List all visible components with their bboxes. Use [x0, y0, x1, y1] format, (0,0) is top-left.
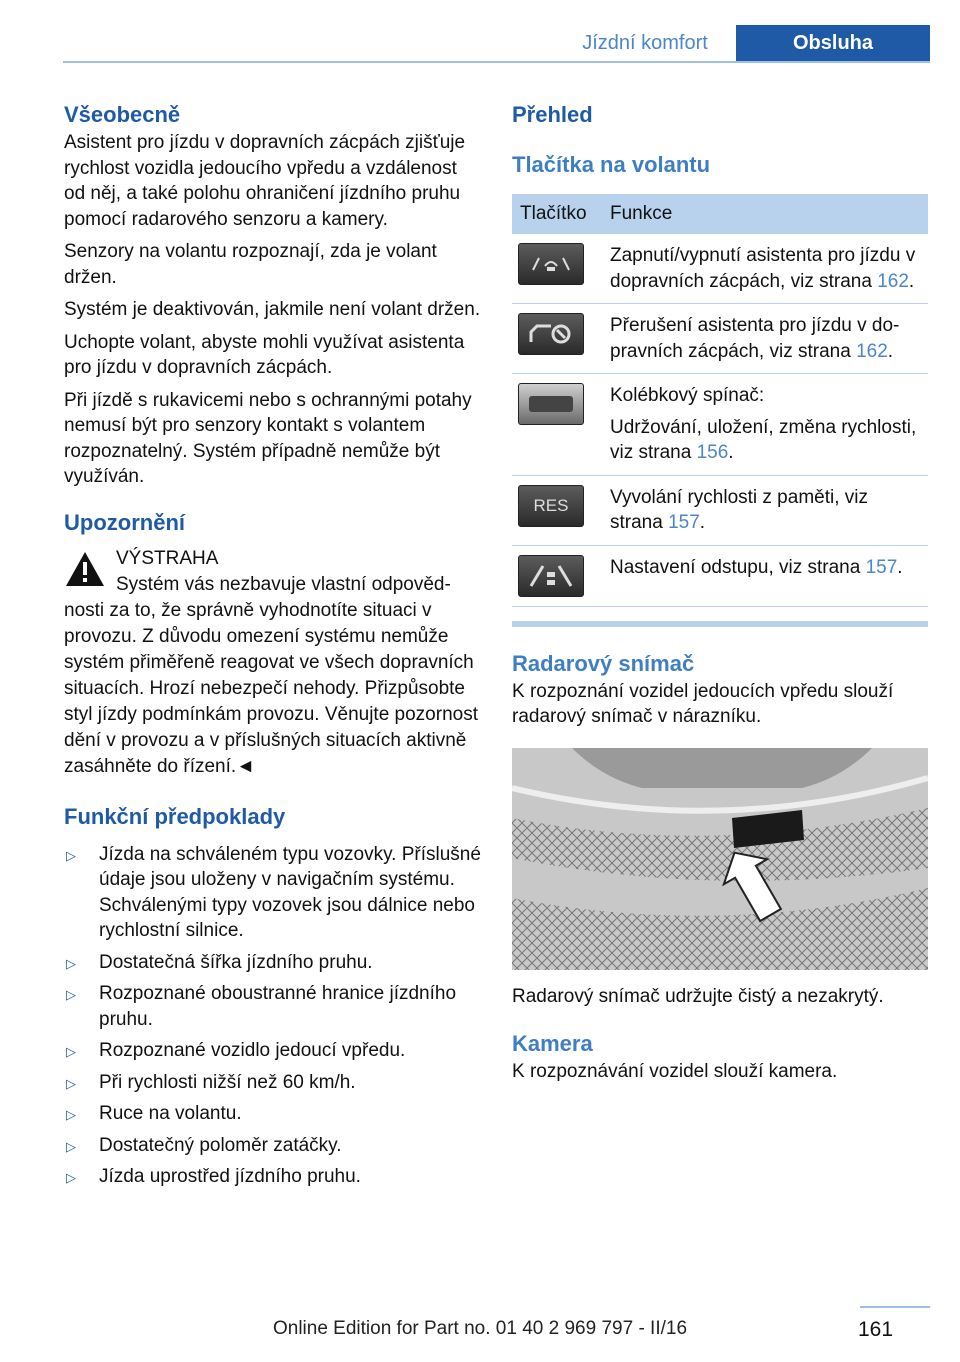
- table-row: [512, 304, 928, 374]
- bullet-icon: ▷: [66, 1138, 76, 1154]
- left-column: [64, 100, 482, 1196]
- radar-caption: Radarový snímač udržujte čistý a nezakrytý.: [512, 985, 884, 1007]
- distance-setting-icon: [518, 555, 584, 597]
- list-item: ▷ Jízda na schváleném typu vozovky. Příslušné údaje jsou uloženy v navigačním systému. Schválenými typy vozovek jsou dálnice nebo rychlostní silnice.: [66, 843, 481, 941]
- page-link[interactable]: 156: [696, 442, 729, 463]
- general-paragraph: Při jízdě s rukavicemi nebo s ochrannými potahy nemusí být pro senzory kontakt s volantem rozpoznatelný. Systém případně nemůže být využíván.: [64, 389, 472, 487]
- header-section-tab: Jízdní komfort: [582, 32, 708, 54]
- list-item: ▷ Rozpoznané vozidlo jedoucí vpředu.: [64, 1038, 482, 1064]
- bullet-icon: ▷: [66, 955, 76, 971]
- list-item: ▷ Rozpoznané oboustranné hranice jízdního pruhu.: [66, 983, 457, 1030]
- bullet-icon: ▷: [66, 847, 76, 863]
- function-cell: Nastavení odstupu, viz strana 157.: [602, 545, 928, 606]
- bullet-icon: ▷: [66, 1075, 76, 1091]
- radar-sensor-image: [512, 748, 928, 970]
- general-paragraph: Uchopte volant, abyste mohli využívat asistenta pro jízdu v dopravních zácpách.: [64, 331, 465, 378]
- prerequisites-list: [64, 842, 482, 1190]
- general-paragraph: Systém je deaktivován, jakmile není volant držen.: [64, 299, 481, 320]
- buttons-heading: Tlačítka na volantu: [512, 152, 711, 177]
- overview-heading: Přehled: [512, 102, 593, 127]
- warning-triangle-icon: [64, 550, 106, 588]
- table-bottom-rule: [512, 621, 928, 627]
- buttons-table: [512, 194, 928, 607]
- page-link[interactable]: 162: [877, 270, 909, 292]
- bullet-icon: ▷: [66, 987, 76, 1002]
- interrupt-assist-icon: [518, 313, 584, 355]
- radar-text: K rozpoznání vozidel jedoucích vpředu slouží radarový snímač v nárazníku.: [512, 680, 894, 727]
- function-cell: Zapnutí/vypnutí asistenta pro jízdu v dopravních zácpách, viz strana 162.: [602, 234, 928, 304]
- function-title: Kolébkový spínač:: [610, 385, 765, 406]
- rocker-switch-icon: [518, 383, 584, 425]
- warning-title: VÝSTRAHA: [116, 547, 219, 569]
- list-item: ▷ Jízda uprostřed jízdního pruhu.: [64, 1164, 482, 1190]
- warning-block: [64, 546, 482, 780]
- list-item: ▷ Při rychlosti nižší než 60 km/h.: [64, 1070, 482, 1096]
- header-chapter-tab: Obsluha: [736, 25, 930, 62]
- page-number-rule: [860, 1306, 930, 1308]
- table-row: [512, 475, 928, 545]
- header-divider: [63, 61, 930, 63]
- warning-text: Systém vás nezbavuje vlastní odpovědnosti za to, že správně vyhodnotíte situaci v provozu. Z důvodu omezení systému nemůže systém přiměřeně reagovat ve všech dopravních situacích. Hrozí nebezpečí nehody. Přizpůsobte styl jízdy podmínkám provozu. Věnujte pozornost dění v provozu a v příslušných situacích aktivně zasáhněte do řízení.◄: [64, 573, 478, 777]
- bullet-icon: ▷: [66, 1107, 76, 1122]
- page-link[interactable]: 162: [856, 340, 888, 362]
- table-header-row: [512, 194, 928, 234]
- general-paragraph: Senzory na volantu rozpoznají, zda je volant držen.: [64, 241, 437, 288]
- list-item: ▷ Ruce na volantu.: [64, 1101, 482, 1127]
- column-header-button: Tlačítko: [512, 194, 602, 234]
- function-cell: Přerušení asistenta pro jízdu v dopravních zácpách, viz strana 162.: [602, 304, 928, 374]
- camera-text: K rozpoznávání vozidel slouží kamera.: [512, 1061, 838, 1082]
- page-link[interactable]: 157: [865, 556, 898, 578]
- table-row: [512, 374, 928, 476]
- footer-edition: Online Edition for Part no. 01 40 2 969 797 - II/16: [272, 1318, 688, 1339]
- bullet-icon: ▷: [66, 1170, 76, 1185]
- right-column: [512, 100, 928, 1092]
- function-cell: Kolébkový spínač: Udržování, uložení, změna rychlosti, viz strana 156.: [602, 374, 928, 476]
- column-header-function: Funkce: [602, 194, 928, 234]
- list-item: ▷ Dostatečná šířka jízdního pruhu.: [64, 950, 482, 976]
- radar-heading: Radarový snímač: [512, 650, 695, 676]
- bullet-icon: ▷: [66, 1044, 76, 1059]
- function-cell: Vyvolání rychlosti z paměti, viz strana 157.: [602, 475, 928, 545]
- traffic-jam-assist-icon: [518, 243, 584, 285]
- camera-heading: Kamera: [512, 1031, 593, 1056]
- page-number: 161: [858, 1318, 894, 1341]
- general-paragraph: Asistent pro jízdu v dopravních zácpách zjišťuje rychlost vozidla jedoucího vpředu a vzdálenost od něj, a také polohu ohraničení jízdního pruhu pomocí radarového senzoru a kamery.: [64, 132, 466, 230]
- res-button-icon: RES: [518, 485, 584, 527]
- list-item: ▷ Dostatečný poloměr zatáčky.: [64, 1133, 482, 1159]
- page-link[interactable]: 157: [668, 512, 700, 533]
- table-row: [512, 234, 928, 304]
- general-heading: Všeobecně: [64, 102, 181, 127]
- warning-heading: Upozornění: [64, 509, 185, 535]
- table-row: [512, 545, 928, 606]
- prerequisites-heading: Funkční předpoklady: [64, 803, 286, 829]
